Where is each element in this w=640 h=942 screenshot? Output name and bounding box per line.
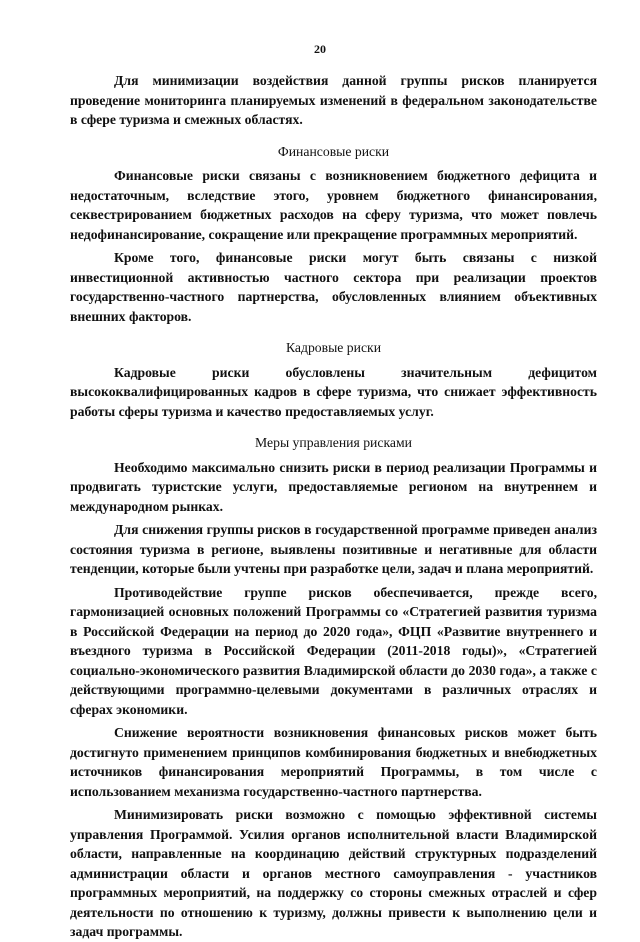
page-number: 20 xyxy=(314,42,326,56)
paragraph: Противодействие группе рисков обеспечивается, прежде всего, гармонизацией основных положений Программы со «Стратегией развития туризма в Российской Федерации на период до 2020 года», ФЦП «Развитие внутреннего и въездного туризма в Российской Федерации (2011-2018 годы)», «Стратегией социально-экономического развития Владимирской области до 2030 года», а также с действующими программно-целевыми документами в различных отраслях и сферах экономики. xyxy=(70,584,597,717)
paragraph: Необходимо максимально снизить риски в период реализации Программы и продвигать туристские услуги, предоставляемые регионом на внутреннем и международном рынках. xyxy=(70,459,597,514)
paragraph: Для минимизации воздействия данной группы рисков планируется проведение мониторинга планируемых изменений в федеральном законодательстве в сфере туризма и смежных областях. xyxy=(70,73,597,127)
paragraph: Кадровые риски обусловлены значительным дефицитом высококвалифицированных кадров в сфере туризма, что снижает эффективность работы сферы туризма и качество предоставляемых услуг. xyxy=(70,364,597,419)
paragraph: Для снижения группы рисков в государственной программе приведен анализ состояния туризма в регионе, выявлены позитивные и негативные для области тенденции, которые были учтены при разработке цели, задач и плана мероприятий. xyxy=(70,522,597,576)
paragraph: Минимизировать риски возможно с помощью эффективной системы управления Программой. Усилия органов исполнительной власти Владимирской области, направленные на координацию действий структурных подразделений администрации области и органов местного самоуправления - участников программных мероприятий, на поддержку со стороны смежных отраслей и сфер деятельности по отношению к туризму, должны привести к выполнению цели и задач программы. xyxy=(70,807,597,939)
paragraph: Кроме того, финансовые риски могут быть связаны с низкой инвестиционной активностью частного сектора при реализации проектов государственно-частного партнерства, обусловленных влиянием объективных внешних факторов. xyxy=(70,250,597,324)
section-heading-risk-management: Меры управления рисками xyxy=(255,435,412,450)
paragraph: Снижение вероятности возникновения финансовых рисков может быть достигнуто применением принципов комбинирования бюджетных и внебюджетных источников финансирования мероприятий Программы, в том числе с использованием механизма государственно-частного партнерства. xyxy=(70,725,597,799)
document-body xyxy=(70,71,597,942)
paragraph: Финансовые риски связаны с возникновением бюджетного дефицита и недостаточным, вследствие этого, уровнем бюджетного финансирования, секвестрированием бюджетных расходов на сферу туризма, что может повлечь недофинансирование, сокращение или прекращение программных мероприятий. xyxy=(70,168,597,242)
section-heading-personnel-risks: Кадровые риски xyxy=(285,340,382,355)
section-heading-financial-risks: Финансовые риски xyxy=(277,143,390,159)
